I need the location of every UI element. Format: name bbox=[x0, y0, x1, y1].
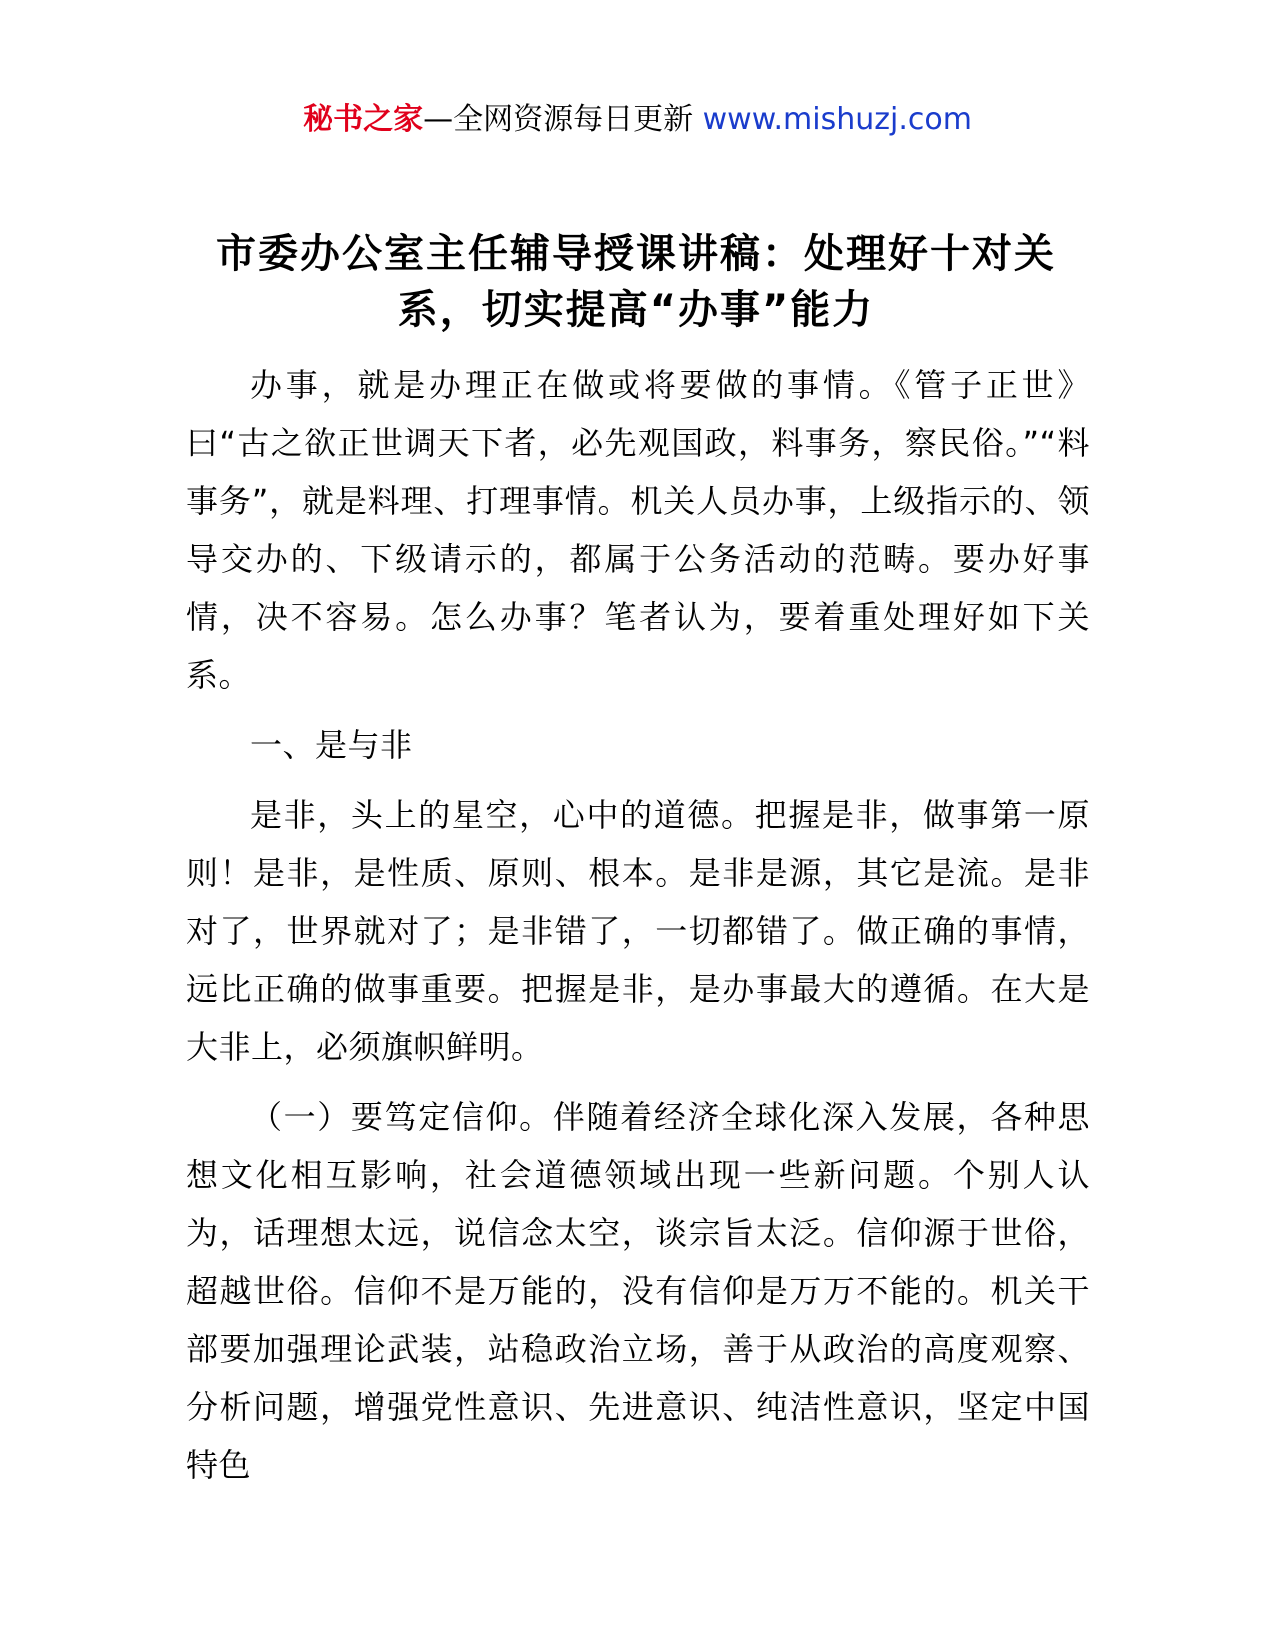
paragraph-section-1: 是非，头上的星空，心中的道德。把握是非，做事第一原则！是非，是性质、原则、根本。是非是源，其它是流。是非对了，世界就对了；是非错了，一切都错了。做正确的事情，远比正确的做事重要。把握是非，是办事最大的遵循。在大是大非上，必须旗帜鲜明。 bbox=[186, 796, 1090, 1066]
brand-name: 秘书之家 bbox=[303, 102, 424, 137]
section-heading-1: 一、是与非 bbox=[250, 726, 413, 764]
site-url-link[interactable]: www.mishuzj.com bbox=[702, 102, 972, 137]
header-tagline: —全网资源每日更新 bbox=[423, 102, 694, 137]
document-body bbox=[186, 356, 1090, 1494]
site-header bbox=[0, 100, 1275, 140]
paragraph-intro: 办事，就是办理正在做或将要做的事情。《管子正世》曰“古之欲正世调天下者，必先观国政，料事务，察民俗。”“料事务”，就是料理、打理事情。机关人员办事，上级指示的、领导交办的、下级请示的，都属于公务活动的范畴。要办好事情，决不容易。怎么办事？笔者认为，要着重处理好如下关系。 bbox=[186, 366, 1090, 694]
document-title: 市委办公室主任辅导授课讲稿：处理好十对关系，切实提高“办事”能力 bbox=[216, 231, 1056, 333]
paragraph-subsection-1: （一）要笃定信仰。伴随着经济全球化深入发展，各种思想文化相互影响，社会道德领域出现一些新问题。个别人认为，话理想太远，说信念太空，谈宗旨太泛。信仰源于世俗，超越世俗。信仰不是万能的，没有信仰是万万不能的。机关干部要加强理论武装，站稳政治立场，善于从政治的高度观察、分析问题，增强党性意识、先进意识、纯洁性意识，坚定中国特色 bbox=[186, 1098, 1090, 1484]
